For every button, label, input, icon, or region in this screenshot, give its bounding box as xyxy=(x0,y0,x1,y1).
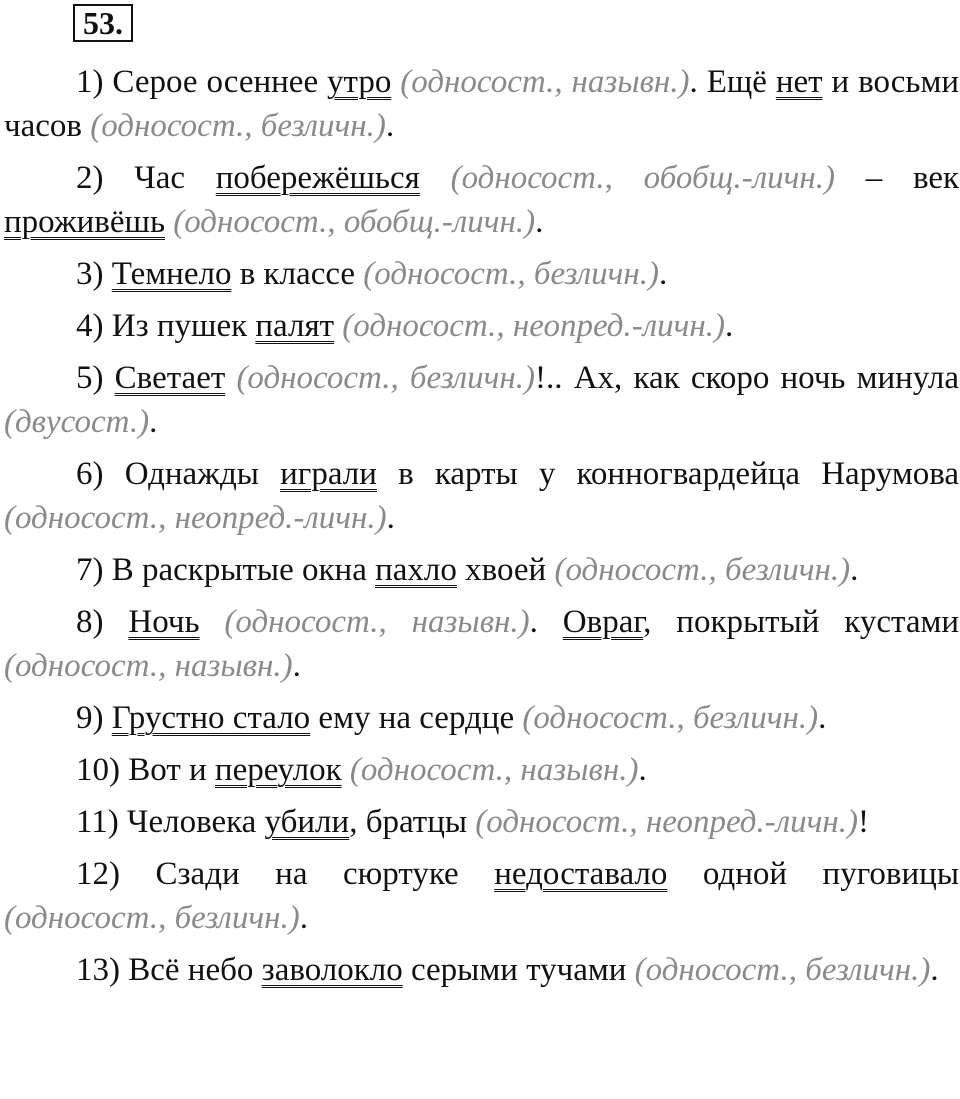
sentence-text: . xyxy=(850,552,859,588)
sentence-type-note: (односост., назывн.) xyxy=(4,648,293,684)
sentence-type-note: (односост., безличн.) xyxy=(522,700,819,736)
sentence-item xyxy=(4,60,959,148)
sentence-text: . xyxy=(299,900,308,936)
predicate-underlined: Овраг xyxy=(562,604,644,640)
sentence-text: в классе xyxy=(231,256,364,292)
sentence-text: ! xyxy=(857,804,869,840)
sentence-type-note: (односост., назывн.) xyxy=(400,64,690,100)
predicate-underlined: Светает xyxy=(114,360,226,396)
sentence-type-note: (односост., безличн.) xyxy=(554,552,851,588)
sentence-text: Человека xyxy=(127,804,265,840)
sentence-text xyxy=(391,64,400,100)
predicate-underlined: Ночь xyxy=(128,604,200,640)
sentence-text: . xyxy=(386,500,395,536)
sentence-number: 9) xyxy=(76,700,104,736)
sentence-text: Вот и xyxy=(128,752,215,788)
sentence-text: ему на сердце xyxy=(310,700,523,736)
sentence-text xyxy=(225,360,236,396)
sentence-text: хвоей xyxy=(456,552,555,588)
sentence-item xyxy=(4,252,959,296)
predicate-underlined: переулок xyxy=(214,752,342,788)
sentence-text: Сзади на сюртуке xyxy=(155,856,495,892)
predicate-underlined: Грустно стало xyxy=(111,700,311,736)
sentence-type-note: (односост., неопред.-личн.) xyxy=(4,500,387,536)
predicate-underlined: играли xyxy=(280,456,377,492)
sentence-text: !.. Ах, как скоро ночь минула xyxy=(535,360,960,396)
sentence-text: в карты у конногвардейца Нарумова xyxy=(376,456,960,492)
sentence-type-note: (односост., назывн.) xyxy=(224,604,530,640)
sentence-item xyxy=(4,696,959,740)
sentence-number: 13) xyxy=(76,952,120,988)
predicate-underlined: заволокло xyxy=(261,952,403,988)
sentence-text: одной пуговицы xyxy=(667,856,960,892)
sentence-text: . Ещё xyxy=(689,64,776,100)
sentence-type-note: (односост., неопред.-личн.) xyxy=(342,308,725,344)
sentence-text: – век xyxy=(834,160,960,196)
sentence-text: . xyxy=(149,404,158,440)
sentence-item xyxy=(4,600,959,688)
sentence-text: . xyxy=(385,108,395,144)
sentence-text: Всё небо xyxy=(128,952,262,988)
sentence-item xyxy=(4,548,959,592)
predicate-underlined: утро xyxy=(327,64,392,100)
sentence-text xyxy=(342,752,350,788)
sentence-text: . xyxy=(292,648,301,684)
sentence-type-note: (односост., назывн.) xyxy=(349,752,639,788)
sentence-type-note: (односост., безличн.) xyxy=(236,360,536,396)
sentence-number: 10) xyxy=(76,752,120,788)
sentence-number: 8) xyxy=(76,604,104,640)
predicate-underlined: пахло xyxy=(375,552,457,588)
sentence-text: . xyxy=(529,604,563,640)
sentence-item xyxy=(4,748,959,792)
predicate-underlined: недоставало xyxy=(494,856,668,892)
sentence-text: В раскрытые окна xyxy=(111,552,376,588)
sentence-type-note: (односост., безличн.) xyxy=(363,256,659,292)
sentence-type-note: (односост., неопред.-личн.) xyxy=(475,804,858,840)
sentence-text: Серое осеннее xyxy=(112,64,328,100)
sentence-number: 1) xyxy=(76,64,104,100)
sentence-text: и восьми часов xyxy=(4,64,960,144)
sentence-text: . xyxy=(658,256,668,292)
sentence-number: 12) xyxy=(76,856,120,892)
sentence-text: . xyxy=(930,952,939,988)
sentence-item xyxy=(4,852,959,940)
sentence-text: , братцы xyxy=(349,804,476,840)
sentence-text: Однажды xyxy=(124,456,281,492)
sentence-text: Из пушек xyxy=(111,308,256,344)
sentence-text: серыми тучами xyxy=(402,952,635,988)
sentence-number: 4) xyxy=(76,308,104,344)
sentence-text: . xyxy=(724,308,734,344)
sentence-number: 2) xyxy=(76,160,104,196)
sentence-item xyxy=(4,156,959,244)
sentence-item xyxy=(4,304,959,348)
predicate-underlined: Темнело xyxy=(111,256,232,292)
predicate-underlined: побережёшься xyxy=(215,160,420,196)
predicate-underlined: палят xyxy=(255,308,335,344)
sentence-text: , покрытый кустами xyxy=(643,604,960,640)
sentence-type-note: (односост., безличн.) xyxy=(90,108,386,144)
sentence-text: Час xyxy=(134,160,216,196)
sentence-item xyxy=(4,356,959,444)
sentence-number: 6) xyxy=(76,456,104,492)
predicate-underlined: проживёшь xyxy=(4,204,165,240)
sentence-text: . xyxy=(818,700,827,736)
sentence-item xyxy=(4,800,959,844)
exercise-number: 53. xyxy=(73,4,133,42)
sentence-item xyxy=(4,948,959,992)
sentence-text xyxy=(165,204,173,240)
sentence-type-note: (односост., обобщ.-личн.) xyxy=(450,160,835,196)
sentence-text xyxy=(200,604,225,640)
sentence-item xyxy=(4,452,959,540)
sentence-type-note: (односост., безличн.) xyxy=(4,900,300,936)
predicate-underlined: нет xyxy=(775,64,823,100)
predicate-underlined: убили xyxy=(264,804,350,840)
sentence-type-note: (односост., обобщ.-личн.) xyxy=(173,204,536,240)
sentence-number: 11) xyxy=(76,804,119,840)
sentence-type-note: (двусост.) xyxy=(4,404,150,440)
sentence-number: 5) xyxy=(76,360,104,396)
sentence-text xyxy=(420,160,451,196)
sentence-type-note: (односост., безличн.) xyxy=(634,952,931,988)
sentence-text: . xyxy=(638,752,647,788)
sentence-number: 7) xyxy=(76,552,104,588)
sentence-number: 3) xyxy=(76,256,104,292)
exercise-items xyxy=(4,60,959,1000)
sentence-text: . xyxy=(535,204,544,240)
